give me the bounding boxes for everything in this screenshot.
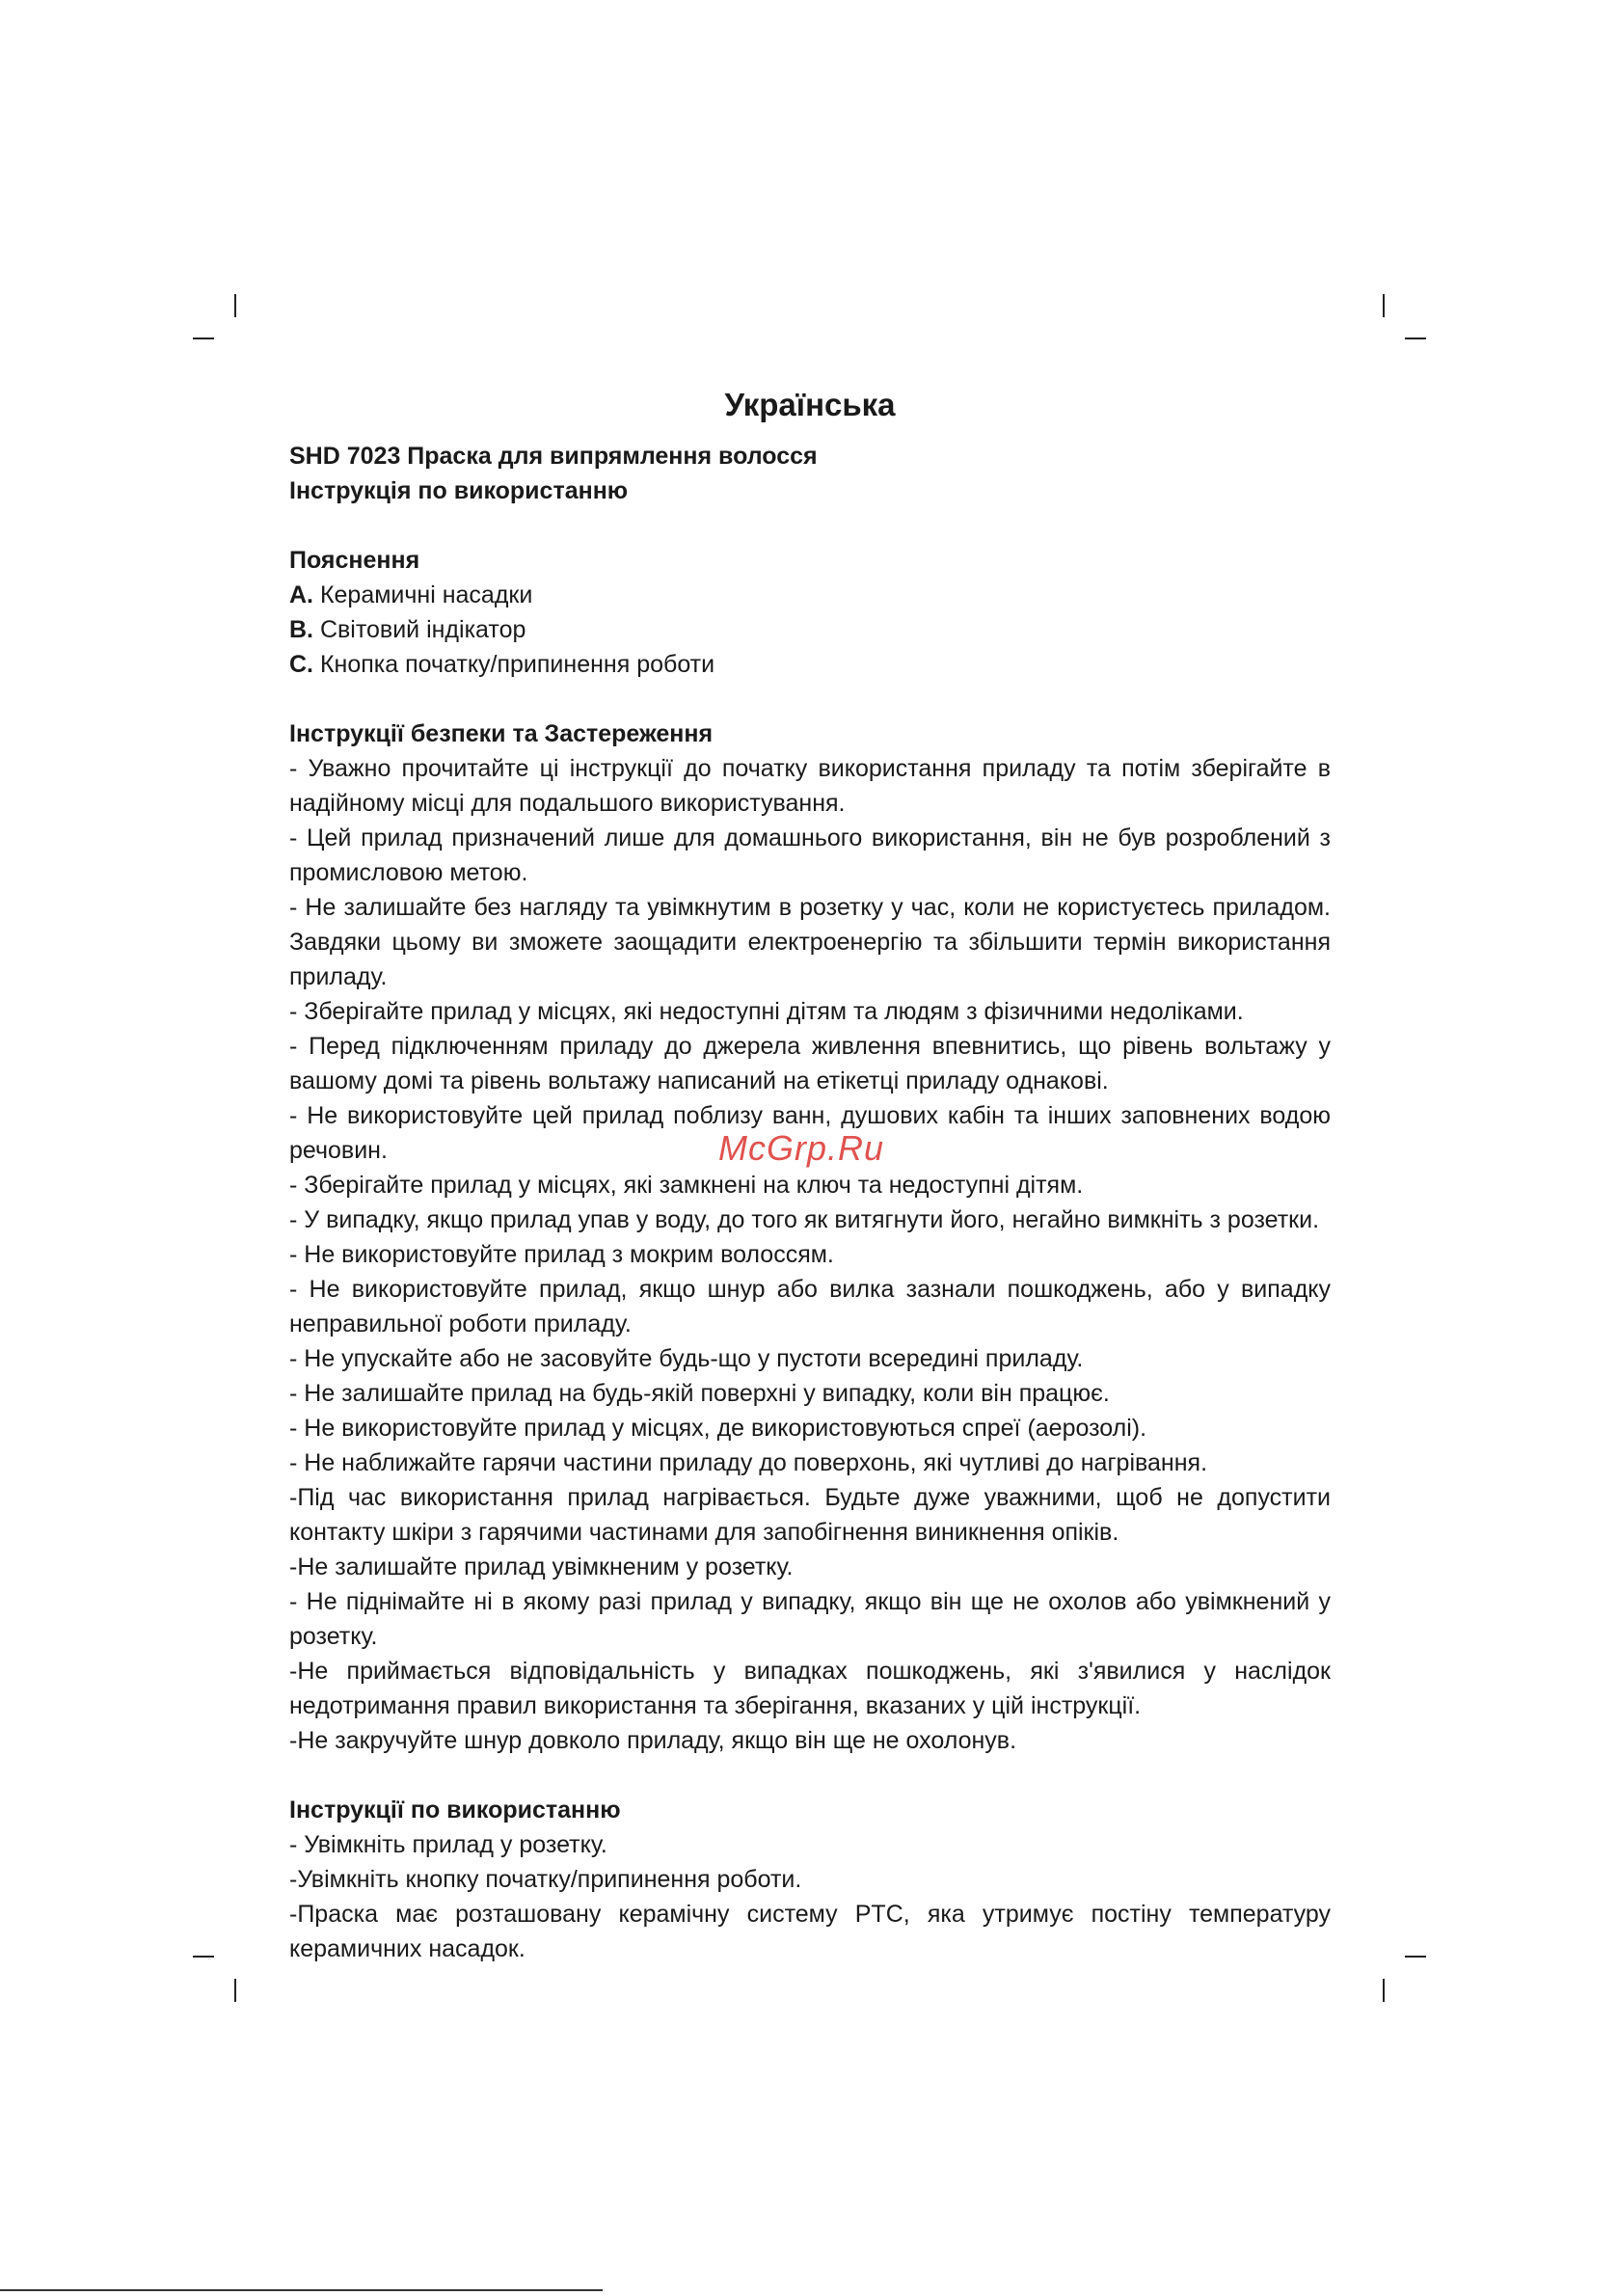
crop-mark [193,338,214,339]
safety-item: - Уважно прочитайте ці інструкції до початку використання приладу та потім зберігайте в надійному місці для подальшого використування. [289,755,1331,817]
safety-item: -Не закручуйте шнур довколо приладу, якщо він ще не охолонув. [289,1727,1017,1754]
crop-mark [1405,1956,1426,1958]
crop-mark [1383,294,1385,317]
watermark: McGrp.Ru [718,1128,885,1168]
crop-mark [234,294,236,317]
crop-mark [234,1979,236,2002]
legend-item: B. Світовий індікатор [289,616,526,643]
safety-item: - Не наближайте гарячи частини приладу до поверхонь, які чутливі до нагрівання. [289,1449,1208,1476]
safety-item: - У випадку, якщо прилад упав у воду, до того як витягнути його, негайно вимкніть з розетки. [289,1206,1320,1233]
safety-item: -Під час використання прилад нагрівається. Будьте дуже уважними, щоб не допустити контакту шкіри з гарячими частинами для запобігнення виникнення опіків. [289,1484,1331,1546]
document-title: SHD 7023 Праска для випрямлення волосся [289,443,818,470]
crop-mark [1405,338,1426,339]
legend-item: A. Керамичні насадки [289,581,533,608]
document-subtitle: Інструкція по використанню [289,477,629,504]
safety-list [289,751,1331,1758]
safety-item: - Не використовуйте прилад у місцях, де використовуються спреї (аерозолі). [289,1415,1147,1442]
bottom-rule [0,2289,603,2291]
safety-item: - Не залишайте без нагляду та увімкнутим в розетку у час, коли не користуєтесь приладом. Завдяки цьому ви зможете заощадити електроенергію та збільшити термін використання приладу. [289,894,1331,990]
language-title: Українська [724,387,896,422]
safety-item: -Не залишайте прилад увімкненим у розетку. [289,1553,794,1580]
safety-heading: Інструкції безпеки та Застереження [289,720,714,747]
safety-item: - Не використовуйте прилад, якщо шнур або вилка зазнали пошкоджень, або у випадку неправильної роботи приладу. [289,1276,1331,1337]
safety-item: - Не піднімайте ні в якому разі прилад у випадку, якщо він ще не охолов або увімкнений у розетку. [289,1588,1331,1650]
legend-item: C. Кнопка початку/припинення роботи [289,651,715,678]
document-body [289,381,1331,1966]
safety-item: - Не залишайте прилад на будь-якій поверхні у випадку, коли він працює. [289,1380,1110,1407]
safety-item: -Не приймається відповідальність у випадках пошкоджень, які з'явилися у наслідок недотримання правил використання та зберігання, вказаних у цій інструкції. [289,1658,1331,1719]
safety-item: - Не упускайте або не засовуйте будь-що у пустоти всередині приладу. [289,1345,1084,1372]
usage-item: - Увімкніть прилад у розетку. [289,1831,607,1858]
usage-item: -Увімкніть кнопку початку/припинення роботи. [289,1866,802,1893]
usage-item: -Праска має розташовану керамічну систему PTC, яка утримує постіну температуру керамичних насадок. [289,1901,1331,1962]
safety-item: - Зберігайте прилад у місцях, які недоступні дітям та людям з фізичними недоліками. [289,998,1244,1025]
safety-item: - Цей прилад призначений лише для домашнього використання, він не був розроблений з промисловою метою. [289,824,1331,886]
legend-list [289,578,1331,682]
safety-item: - Перед підключенням приладу до джерела живлення впевнитись, що рівень вольтажу у вашому домі та рівень вольтажу написаний на етікетці приладу однакові. [289,1033,1331,1094]
crop-mark [193,1956,214,1958]
usage-list [289,1827,1331,1966]
crop-mark [1383,1979,1385,2002]
usage-heading: Інструкції по використанню [289,1796,621,1823]
legend-heading: Пояснення [289,547,420,574]
safety-item: - Зберігайте прилад у місцях, які замкнені на ключ та недоступні дітям. [289,1172,1084,1199]
safety-item: - Не використовуйте прилад з мокрим волоссям. [289,1241,834,1268]
safety-item: - Не використовуйте цей прилад поблизу ванн, душових кабін та інших заповнених водою речовин. [289,1102,1331,1164]
